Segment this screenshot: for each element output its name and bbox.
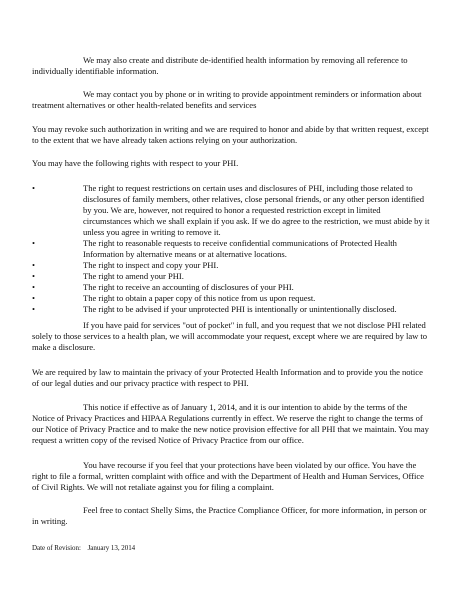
paragraph-out-of-pocket: If you have paid for services "out of pocket" in full, and you request that we not disclose PHI related solely to those services to a health plan, we will accommodate your request, except where we are required by law to make a disclosure. [32, 320, 428, 352]
bullet-marker: • [32, 282, 35, 292]
paragraph-rights-intro: You may have the following rights with respect to your PHI. [32, 158, 239, 168]
rights-list [32, 183, 430, 315]
rights-list-item [32, 238, 430, 260]
rights-list-item [32, 271, 430, 282]
rights-list-item [32, 260, 430, 271]
rights-list-item [32, 293, 430, 304]
bullet-marker: • [32, 238, 35, 248]
rights-list-item [32, 183, 430, 238]
revision-label: Date of Revision: [32, 544, 81, 552]
revision-date-line [32, 544, 135, 553]
paragraph-recourse: You have recourse if you feel that your protections have been violated by our office. You have the right to file a formal, written complaint with office and with the Department of Health and Human Services, Office of Civil Rights. We will not retaliate against you for filing a complaint. [32, 460, 424, 492]
rights-list-item [32, 282, 430, 293]
rights-item-text: The right to obtain a paper copy of this notice from us upon request. [83, 293, 316, 303]
rights-item-text: The right to be advised if your unprotected PHI is intentionally or unintentionally disclosed. [83, 304, 397, 314]
paragraph-revoke: You may revoke such authorization in writing and we are required to honor and abide by that written request, except to the extent that we have already taken actions relying on your authorization. [32, 124, 429, 145]
paragraph-contact: We may contact you by phone or in writing to provide appointment reminders or information about treatment alternatives or other health-related benefits and services [32, 89, 422, 110]
bullet-marker: • [32, 271, 35, 281]
bullet-marker: • [32, 260, 35, 270]
rights-item-text: The right to inspect and copy your PHI. [83, 260, 219, 270]
paragraph-deidentified: We may also create and distribute de-identified health information by removing all reference to individually identifiable information. [32, 55, 408, 76]
rights-item-text: The right to request restrictions on certain uses and disclosures of PHI, including those related to disclosures of family members, other relatives, close personal friends, or any other person identified by you. We are, however, not required to honor a requested restriction except in limited circumstances which we shall explain if you ask. If we do agree to the restriction, we must abide by it unless you agree in writing to remove it. [83, 183, 430, 237]
rights-item-text: The right to reasonable requests to receive confidential communications of Protected Health Information by alternative means or at alternative locations. [83, 238, 397, 259]
rights-item-text: The right to amend your PHI. [83, 271, 184, 281]
paragraph-effective-date: This notice if effective as of January 1, 2014, and it is our intention to abide by the terms of the Notice of Privacy Practices and HIPAA Regulations currently in effect. We reserve the right to change the terms of our Notice of Privacy Practice and to make the new notice provision effective for all PHI that we maintain. You may request a written copy of the revised Notice of Privacy Practice from our office. [32, 402, 429, 445]
paragraph-legal-duty: We are required by law to maintain the privacy of your Protected Health Information and to provide you the notice of our legal duties and our privacy practice with respect to PHI. [32, 367, 423, 388]
paragraph-contact-officer: Feel free to contact Shelly Sims, the Practice Compliance Officer, for more information, in person or in writing. [32, 505, 427, 526]
bullet-marker: • [32, 293, 35, 303]
rights-list-item [32, 304, 430, 315]
revision-date: January 13, 2014 [87, 544, 136, 552]
bullet-marker: • [32, 304, 35, 314]
bullet-marker: • [32, 183, 35, 193]
rights-item-text: The right to receive an accounting of disclosures of your PHI. [83, 282, 294, 292]
